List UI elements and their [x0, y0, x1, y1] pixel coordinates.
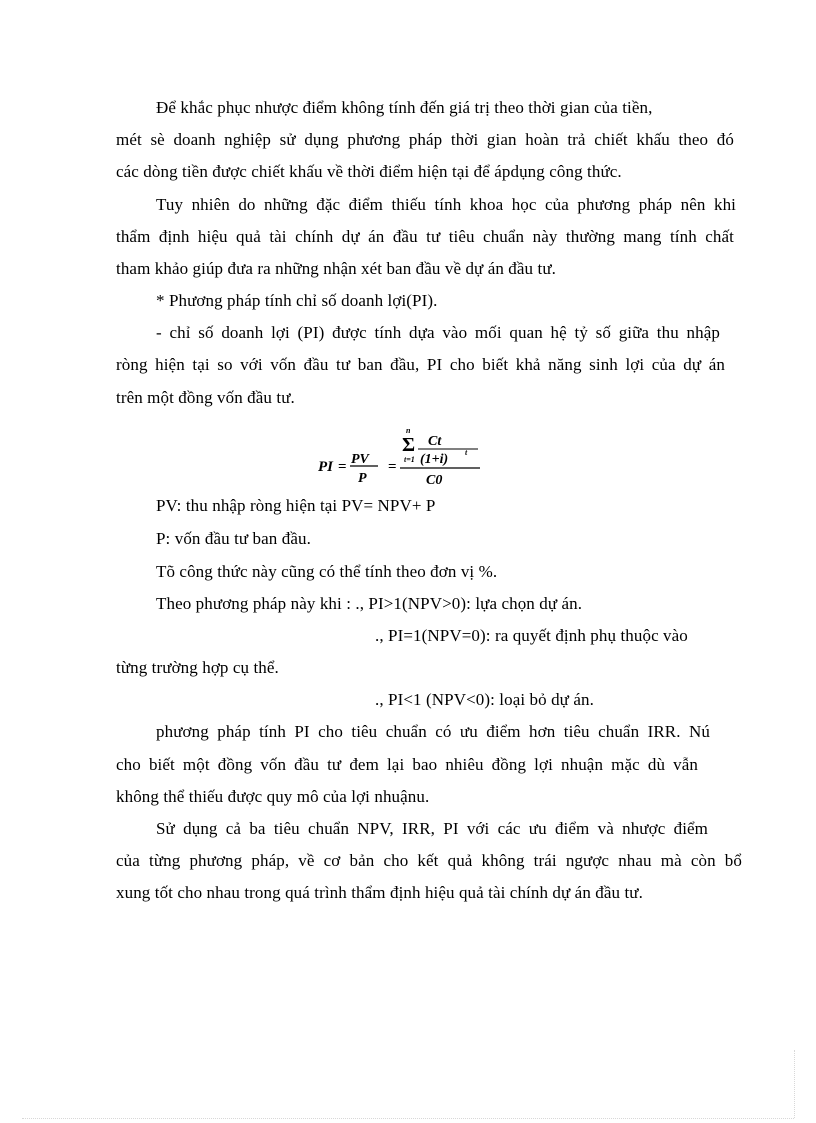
para3-line1: - chỉ số doanh lợi (PI) được tính dựa vào mối quan hệ tỷ số giữa thu nhập: [156, 323, 720, 342]
para5-line3: xung tốt cho nhau trong quá trình thẩm định hiệu quả tài chính dự án đầu tư.: [116, 883, 643, 902]
heading-pi-method: * Phương pháp tính chỉ số doanh lợi(PI).: [156, 291, 438, 310]
formula-eq1: =: [338, 459, 347, 475]
para2-line2: thẩm định hiệu quả tài chính dự án đầu tư tiêu chuẩn này thường mang tính chất: [116, 227, 734, 246]
page-bottom-border: [22, 1118, 794, 1119]
formula-sum-symbol: Σ: [402, 434, 416, 456]
para3-line2: ròng hiện tại so với vốn đầu tư ban đầu, PI cho biết khả năng sinh lợi của dự án: [116, 355, 725, 374]
para1-line3: các dòng tiền được chiết khấu về thời điểm hiện tại để ápdụng công thức.: [116, 162, 622, 181]
formula-den-exp: t: [465, 448, 468, 457]
def-percent: Tõ công thức này cũng có thể tính theo đơn vị %.: [156, 562, 498, 581]
page-right-border: [794, 1050, 795, 1118]
para2-line3: tham khảo giúp đưa ra những nhận xét ban đầu về dự án đầu tư.: [116, 259, 556, 278]
formula-sum-top: n: [406, 426, 411, 435]
para4-line2: cho biết một đồng vốn đầu tư đem lại bao nhiêu đồng lợi nhuận mặc dù vẫn: [116, 755, 698, 774]
rule-pi-equal-cont: từng trường hợp cụ thể.: [116, 658, 279, 677]
para4-line1: phương pháp tính PI cho tiêu chuẩn có ưu điểm hơn tiêu chuẩn IRR. Nú: [156, 722, 710, 741]
rule-pi-equal: ., PI=1(NPV=0): ra quyết định phụ thuộc vào: [375, 626, 688, 645]
formula-num2: Ct: [428, 434, 442, 449]
formula-eq2: =: [388, 459, 397, 475]
para5-line2: của từng phương pháp, về cơ bản cho kết quả không trái ngược nhau mà còn bổ: [116, 851, 742, 870]
rule-pi-greater: Theo phương pháp này khi : ., PI>1(NPV>0): lựa chọn dự án.: [156, 594, 583, 613]
para5-line1: Sử dụng cả ba tiêu chuẩn NPV, IRR, PI với các ưu điểm và nhược điểm: [156, 819, 708, 838]
formula-lhs: PI: [318, 459, 333, 475]
para3-line3: trên một đồng vốn đầu tư.: [116, 388, 295, 407]
def-pv: PV: thu nhập ròng hiện tại PV= NPV+ P: [156, 496, 436, 515]
formula-den-inner: (1+i): [420, 452, 449, 467]
para1-line2: mét sè doanh nghiệp sử dụng phương pháp thời gian hoàn trả chiết khấu theo đó: [116, 130, 734, 149]
def-p: P: vốn đầu tư ban đầu.: [156, 529, 311, 548]
formula-sum-bottom: t=1: [404, 455, 415, 464]
formula-den1: P: [358, 471, 367, 486]
para4-line3: không thể thiếu được quy mô của lợi nhuậnu.: [116, 787, 430, 806]
formula-den2: C0: [426, 473, 443, 488]
pi-formula: [318, 425, 488, 490]
para1-line1: Để khắc phục nhược điểm không tính đến giá trị theo thời gian của tiền,: [156, 98, 653, 117]
para2-line1: Tuy nhiên do những đặc điểm thiếu tính khoa học của phương pháp nên khi: [156, 195, 736, 214]
rule-pi-less: ., PI<1 (NPV<0): loại bỏ dự án.: [375, 690, 594, 709]
formula-num1: PV: [351, 452, 369, 467]
